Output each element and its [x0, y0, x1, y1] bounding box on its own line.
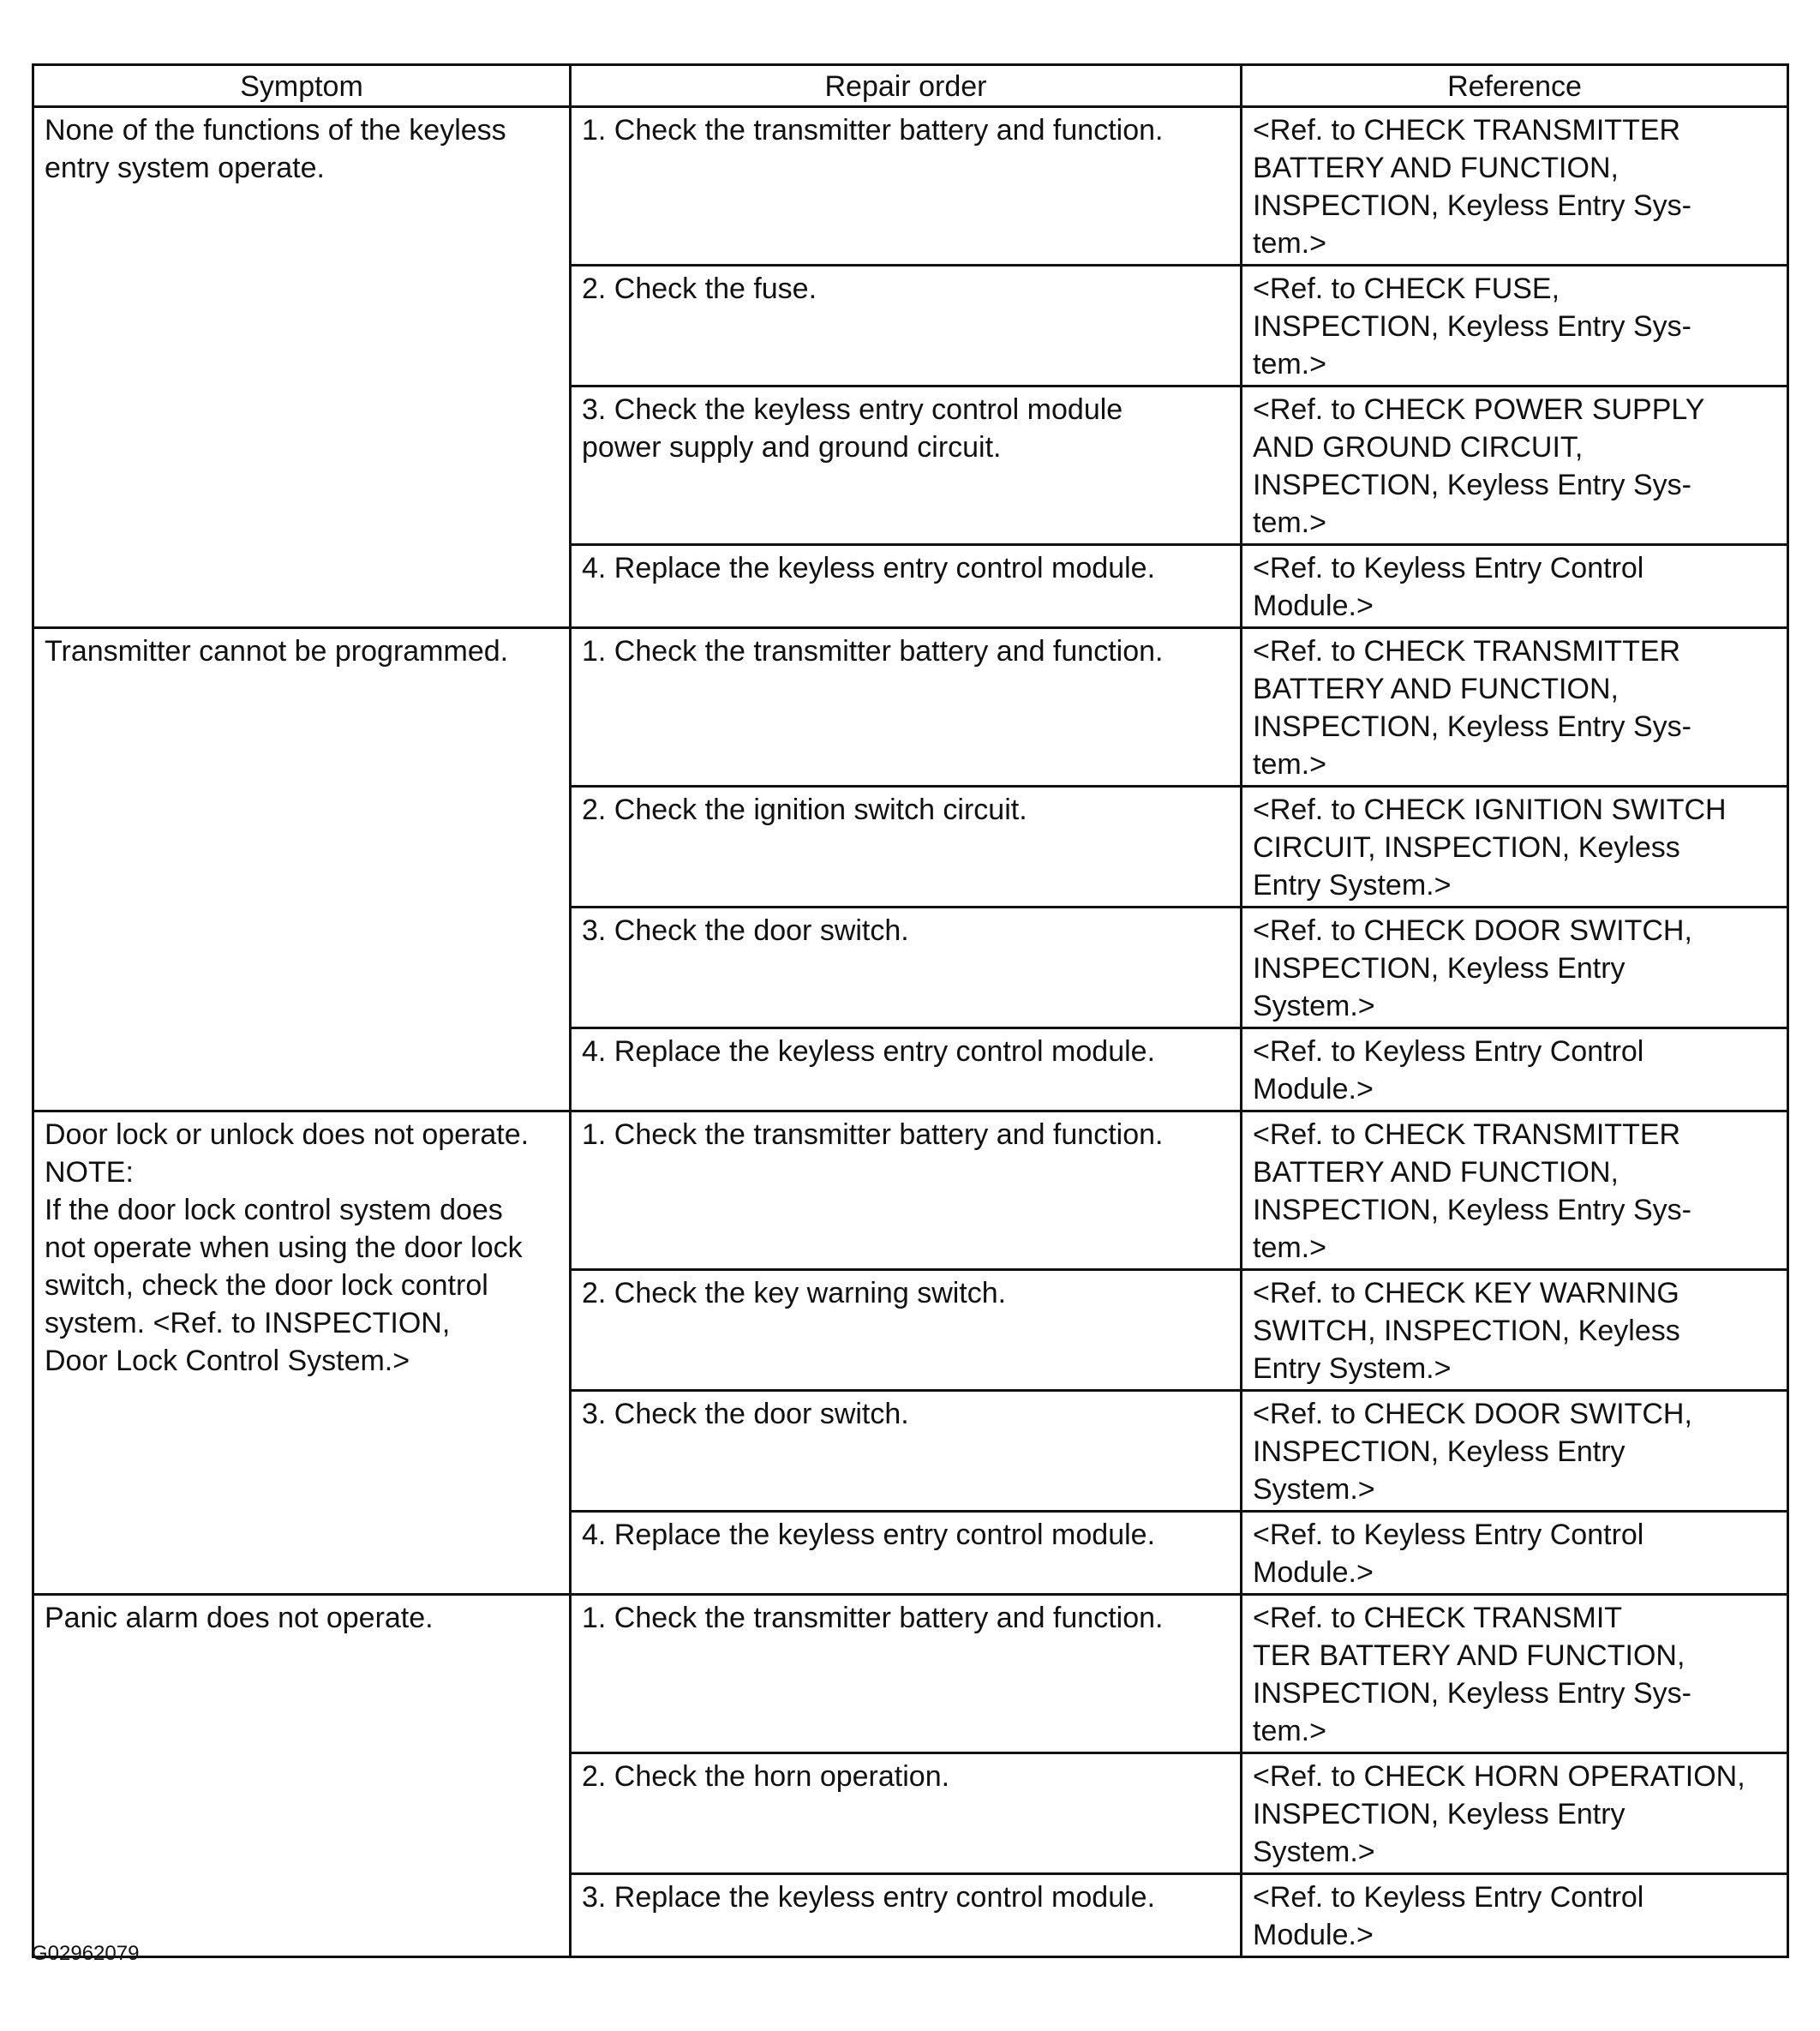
- header-repair-order: Repair order: [571, 65, 1242, 107]
- reference-cell: <Ref. to CHECK TRANSMITTER BATTERY AND FUNCTION, INSPECTION, Keyless Entry Sys- tem.>: [1242, 107, 1788, 266]
- repair-order-cell: 4. Replace the keyless entry control module.: [571, 1512, 1242, 1595]
- table-row: [33, 107, 1788, 266]
- repair-order-cell: 4. Replace the keyless entry control module.: [571, 1028, 1242, 1111]
- reference-cell: <Ref. to CHECK DOOR SWITCH, INSPECTION, Keyless Entry System.>: [1242, 1391, 1788, 1512]
- symptom-cell: Transmitter cannot be programmed.: [33, 628, 571, 1111]
- reference-cell: <Ref. to Keyless Entry Control Module.>: [1242, 545, 1788, 628]
- table-row: [33, 1595, 1788, 1753]
- repair-order-cell: 3. Check the door switch.: [571, 908, 1242, 1028]
- table-row: [33, 1111, 1788, 1270]
- repair-order-cell: 2. Check the fuse.: [571, 266, 1242, 386]
- reference-cell: <Ref. to CHECK FUSE, INSPECTION, Keyless Entry Sys- tem.>: [1242, 266, 1788, 386]
- symptom-cell: Door lock or unlock does not operate. NOTE: If the door lock control system does not operate when using the door lock switch, check the door lock control system. <Ref. to INSPECTION, Door Lock Control System.>: [33, 1111, 571, 1595]
- repair-order-cell: 1. Check the transmitter battery and function.: [571, 1111, 1242, 1270]
- reference-cell: <Ref. to CHECK HORN OPERATION, INSPECTION, Keyless Entry System.>: [1242, 1753, 1788, 1874]
- header-row: [33, 65, 1788, 107]
- table-body: [33, 107, 1788, 1957]
- troubleshooting-table: [32, 63, 1789, 1958]
- repair-order-cell: 4. Replace the keyless entry control module.: [571, 545, 1242, 628]
- reference-cell: <Ref. to CHECK KEY WARNING SWITCH, INSPECTION, Keyless Entry System.>: [1242, 1270, 1788, 1391]
- repair-order-cell: 1. Check the transmitter battery and function.: [571, 628, 1242, 787]
- repair-order-cell: 2. Check the horn operation.: [571, 1753, 1242, 1874]
- repair-order-cell: 2. Check the ignition switch circuit.: [571, 787, 1242, 908]
- reference-cell: <Ref. to Keyless Entry Control Module.>: [1242, 1874, 1788, 1957]
- reference-cell: <Ref. to CHECK IGNITION SWITCH CIRCUIT, INSPECTION, Keyless Entry System.>: [1242, 787, 1788, 908]
- figure-id: G02962079: [32, 1942, 140, 1965]
- reference-cell: <Ref. to Keyless Entry Control Module.>: [1242, 1512, 1788, 1595]
- reference-cell: <Ref. to Keyless Entry Control Module.>: [1242, 1028, 1788, 1111]
- reference-cell: <Ref. to CHECK DOOR SWITCH, INSPECTION, Keyless Entry System.>: [1242, 908, 1788, 1028]
- repair-order-cell: 2. Check the key warning switch.: [571, 1270, 1242, 1391]
- repair-order-cell: 1. Check the transmitter battery and function.: [571, 1595, 1242, 1753]
- header-reference: Reference: [1242, 65, 1788, 107]
- repair-order-cell: 3. Check the keyless entry control module power supply and ground circuit.: [571, 386, 1242, 545]
- reference-cell: <Ref. to CHECK TRANSMITTER BATTERY AND FUNCTION, INSPECTION, Keyless Entry Sys- tem.>: [1242, 628, 1788, 787]
- repair-order-cell: 1. Check the transmitter battery and function.: [571, 107, 1242, 266]
- symptom-cell: Panic alarm does not operate.: [33, 1595, 571, 1957]
- symptom-cell: None of the functions of the keyless entry system operate.: [33, 107, 571, 628]
- reference-cell: <Ref. to CHECK TRANSMIT TER BATTERY AND FUNCTION, INSPECTION, Keyless Entry Sys- tem.>: [1242, 1595, 1788, 1753]
- repair-order-cell: 3. Replace the keyless entry control module.: [571, 1874, 1242, 1957]
- reference-cell: <Ref. to CHECK TRANSMITTER BATTERY AND FUNCTION, INSPECTION, Keyless Entry Sys- tem.>: [1242, 1111, 1788, 1270]
- table-row: [33, 628, 1788, 787]
- header-symptom: Symptom: [33, 65, 571, 107]
- reference-cell: <Ref. to CHECK POWER SUPPLY AND GROUND CIRCUIT, INSPECTION, Keyless Entry Sys- tem.>: [1242, 386, 1788, 545]
- repair-order-cell: 3. Check the door switch.: [571, 1391, 1242, 1512]
